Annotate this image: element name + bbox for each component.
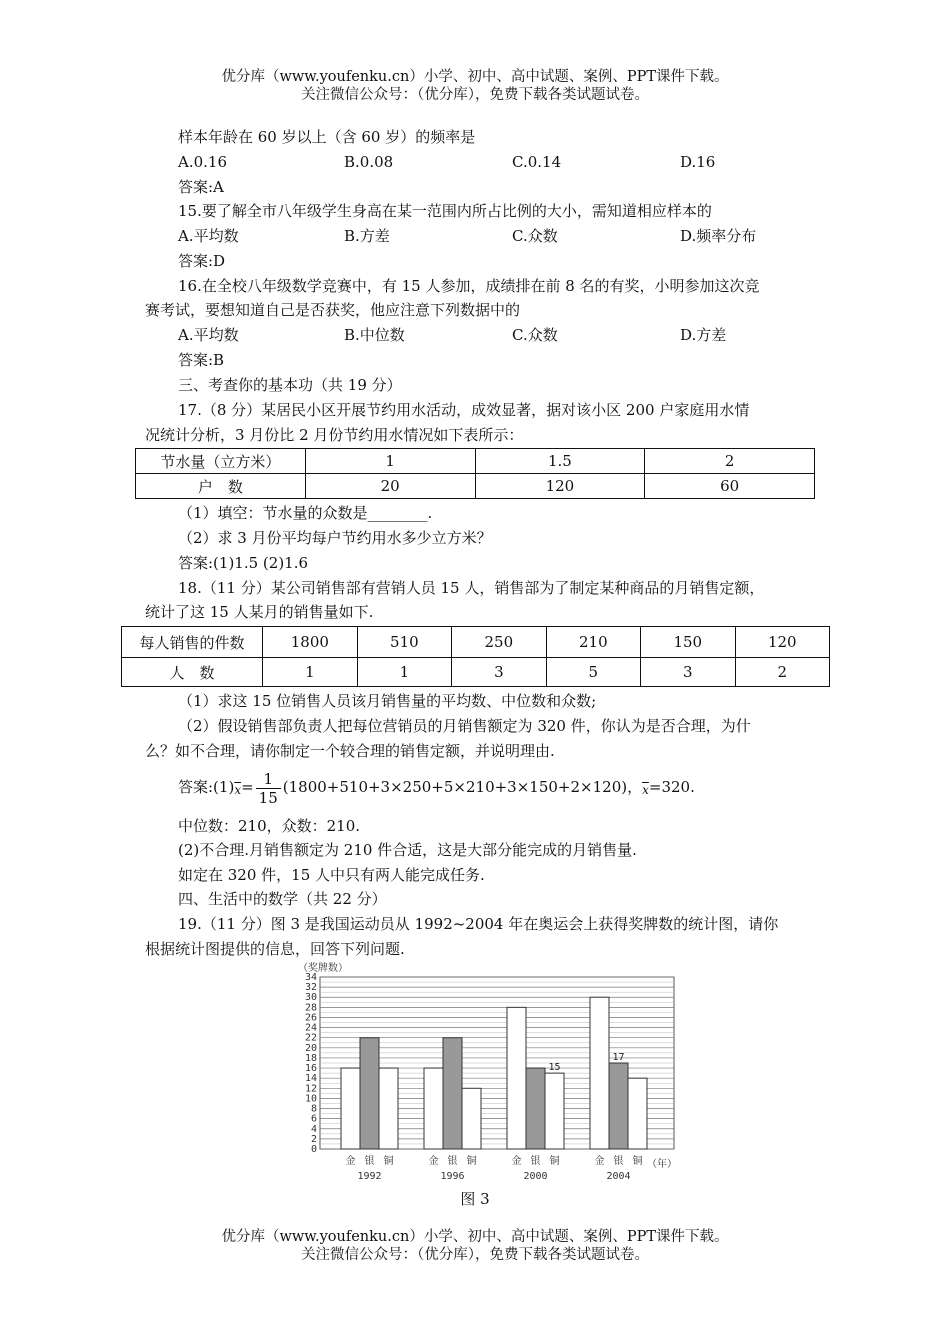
y-tick-label: 4 (310, 1123, 317, 1135)
table-cell: 人 数 (122, 658, 263, 687)
q19-stem-1: 19.（11 分）图 3 是我国运动员从 1992~2004 年在奥运会上获得奖牌数的统计图，请你 (178, 915, 779, 933)
bar-sub-label: 银 (364, 1156, 375, 1167)
bar (360, 1038, 379, 1149)
q15-stem: 15.要了解全市八年级学生身高在某一范围内所占比例的大小，需知道相应样本的 (178, 202, 712, 220)
q15-option-c: C.众数 (512, 227, 558, 245)
table-cell: 510 (357, 627, 451, 658)
answer-expression: (1800+510+3×250+5×210+3×150+2×120)， (282, 778, 643, 796)
q18-stem-1: 18.（11 分）某公司销售部有营销人员 15 人，销售部为了制定某种商品的月销售定额， (178, 579, 765, 597)
q18-sub-2a: （2）假设销售部负责人把每位营销员的月销售额定为 320 件，你认为是否合理，为什 (178, 717, 751, 735)
y-tick-label: 2 (310, 1133, 317, 1145)
bar-sub-label: 铜 (466, 1156, 477, 1167)
x-category-label: 1996 (440, 1171, 465, 1182)
y-tick-label: 16 (304, 1063, 317, 1075)
q15-option-d: D.频率分布 (680, 227, 757, 245)
bar-sub-label: 铜 (549, 1156, 560, 1167)
table-cell: 150 (641, 627, 735, 658)
table-cell: 3 (452, 658, 546, 687)
data-label: 17 (612, 1052, 625, 1063)
y-tick-label: 26 (304, 1012, 317, 1024)
bar (609, 1063, 628, 1149)
table-cell: 2 (735, 658, 829, 687)
q16-option-b: B.中位数 (344, 326, 405, 344)
header-line-2: 关注微信公众号：（优分库），免费下载各类试题试卷。 (301, 87, 649, 103)
q14-option-c: C.0.14 (512, 153, 562, 171)
bar (628, 1078, 647, 1149)
table-cell: 1 (357, 658, 451, 687)
bar (590, 997, 609, 1149)
table-row (122, 658, 830, 687)
table-cell: 3 (641, 658, 735, 687)
q18-sub-2b: 么？如不合理，请你制定一个较合理的销售定额，并说明理由. (145, 742, 555, 760)
q14-option-b: B.0.08 (344, 153, 394, 171)
table-cell: 1800 (263, 627, 358, 658)
bar-sub-label: 金 (345, 1156, 356, 1167)
q18-table (121, 626, 830, 687)
x-category-label: 2004 (606, 1171, 631, 1182)
bar-sub-label: 金 (428, 1156, 439, 1167)
footer-line-2: 关注微信公众号：（优分库），免费下载各类试题试卷。 (301, 1247, 649, 1263)
bar (462, 1088, 481, 1149)
table-cell: 60 (645, 474, 815, 499)
q18-median-mode: 中位数：210，众数：210. (178, 817, 361, 835)
table-cell: 5 (546, 658, 640, 687)
q17-stem-2: 况统计分析，3 月份比 2 月份节约用水情况如下表所示： (145, 426, 524, 444)
section-3-title: 三、考查你的基本功（共 19 分） (178, 376, 402, 394)
q15-option-a: A.平均数 (178, 227, 239, 245)
figure-caption: 图 3 (460, 1190, 490, 1208)
q16-option-d: D.方差 (680, 326, 727, 344)
fraction-numerator: 1 (256, 770, 281, 789)
footer-line-1: 优分库（www.youfenku.cn）小学、初中、高中试题、案例、PPT课件下载。 (221, 1229, 729, 1245)
table-cell: 250 (452, 627, 546, 658)
y-tick-label: 18 (304, 1052, 317, 1064)
mean-symbol-2: $\overline{x}$ (642, 783, 649, 797)
mean-symbol: $\overline{x}$ (234, 783, 242, 797)
table-row (136, 474, 815, 499)
table-cell: 1.5 (475, 449, 645, 474)
y-tick-label: 10 (304, 1093, 317, 1105)
y-tick-label: 22 (304, 1032, 317, 1044)
y-tick-label: 34 (304, 972, 317, 983)
q18-part2a: (2)不合理.月销售额定为 210 件合适，这是大部分能完成的月销售量. (178, 841, 637, 859)
medal-bar-chart (280, 958, 700, 1188)
y-tick-label: 0 (310, 1144, 317, 1155)
table-cell: 1 (263, 658, 358, 687)
q18-stem-2: 统计了这 15 人某月的销售量如下. (145, 603, 374, 621)
bar-sub-label: 铜 (632, 1156, 643, 1167)
bar-sub-label: 银 (530, 1156, 541, 1167)
table-row (136, 449, 815, 474)
q16-option-a: A.平均数 (178, 326, 239, 344)
bar (379, 1068, 398, 1149)
data-label: 15 (548, 1062, 561, 1074)
q17-stem-1: 17.（8 分）某居民小区开展节约用水活动，成效显著，据对该小区 200 户家庭用水情 (178, 401, 750, 419)
bar-sub-label: 金 (594, 1156, 605, 1167)
q16-option-c: C.众数 (512, 326, 558, 344)
y-tick-label: 20 (304, 1042, 317, 1054)
q14-option-d: D.16 (680, 153, 716, 171)
fraction (256, 770, 281, 807)
bar (526, 1068, 545, 1149)
answer-result: =320. (648, 778, 695, 796)
answer-prefix: 答案:(1) (178, 778, 235, 796)
fraction-denominator: 15 (258, 788, 278, 807)
bar (341, 1068, 360, 1149)
y-tick-label: 30 (304, 992, 317, 1004)
bar-sub-label: 铜 (383, 1156, 394, 1167)
y-tick-label: 12 (304, 1083, 317, 1095)
q14-option-a: A.0.16 (178, 153, 227, 171)
x-category-label: 1992 (357, 1171, 382, 1182)
y-tick-label: 24 (304, 1022, 317, 1034)
header-line-1: 优分库（www.youfenku.cn）小学、初中、高中试题、案例、PPT课件下载。 (221, 69, 729, 85)
q16-stem-1: 16.在全校八年级数学竞赛中，有 15 人参加，成绩排在前 8 名的有奖，小明参加这次竞 (178, 277, 760, 295)
bar-sub-label: 银 (613, 1156, 624, 1167)
section-4-title: 四、生活中的数学（共 22 分） (178, 890, 387, 908)
bar (507, 1007, 526, 1149)
bar (424, 1068, 443, 1149)
table-cell: 1 (305, 449, 475, 474)
q16-stem-2: 赛考试，要想知道自己是否获奖，他应注意下列数据中的 (145, 301, 521, 319)
bar (545, 1073, 564, 1149)
table-cell: 20 (305, 474, 475, 499)
q19-stem-2: 根据统计图提供的信息，回答下列问题. (145, 940, 405, 958)
q17-table (135, 448, 815, 499)
table-row (122, 627, 830, 658)
table-cell: 120 (475, 474, 645, 499)
q15-answer: 答案:D (178, 252, 226, 270)
q17-sub-2: （2）求 3 月份平均每户节约用水多少立方米？ (178, 529, 492, 547)
table-cell: 210 (546, 627, 640, 658)
table-cell: 2 (645, 449, 815, 474)
q17-answer: 答案:(1)1.5 (2)1.6 (178, 554, 309, 572)
q18-answer-formula (178, 768, 695, 809)
q18-sub-1: （1）求这 15 位销售人员该月销售量的平均数、中位数和众数; (178, 692, 597, 710)
q17-sub-1: （1）填空：节水量的众数是________. (178, 504, 433, 522)
x-category-label: 2000 (523, 1171, 548, 1182)
y-tick-label: 14 (304, 1073, 317, 1085)
y-axis-label: （奖牌数） (298, 963, 348, 974)
y-tick-label: 28 (304, 1002, 317, 1014)
q16-answer: 答案:B (178, 351, 225, 369)
q14-stem: 样本年龄在 60 岁以上（含 60 岁）的频率是 (178, 128, 476, 146)
y-tick-label: 6 (310, 1113, 317, 1125)
table-cell: 120 (735, 627, 829, 658)
equals-sign: = (241, 778, 254, 796)
bar-sub-label: 银 (447, 1156, 458, 1167)
q18-part2b: 如定在 320 件，15 人中只有两人能完成任务. (178, 866, 485, 884)
y-tick-label: 8 (310, 1103, 317, 1115)
bar (443, 1038, 462, 1149)
x-axis-label: （年） (647, 1159, 677, 1170)
y-tick-label: 32 (304, 982, 317, 994)
q14-answer: 答案:A (178, 178, 224, 196)
q15-option-b: B.方差 (344, 227, 390, 245)
table-cell: 户 数 (136, 474, 306, 499)
table-cell: 节水量（立方米） (136, 449, 306, 474)
table-cell: 每人销售的件数 (122, 627, 263, 658)
bar-sub-label: 金 (511, 1156, 522, 1167)
